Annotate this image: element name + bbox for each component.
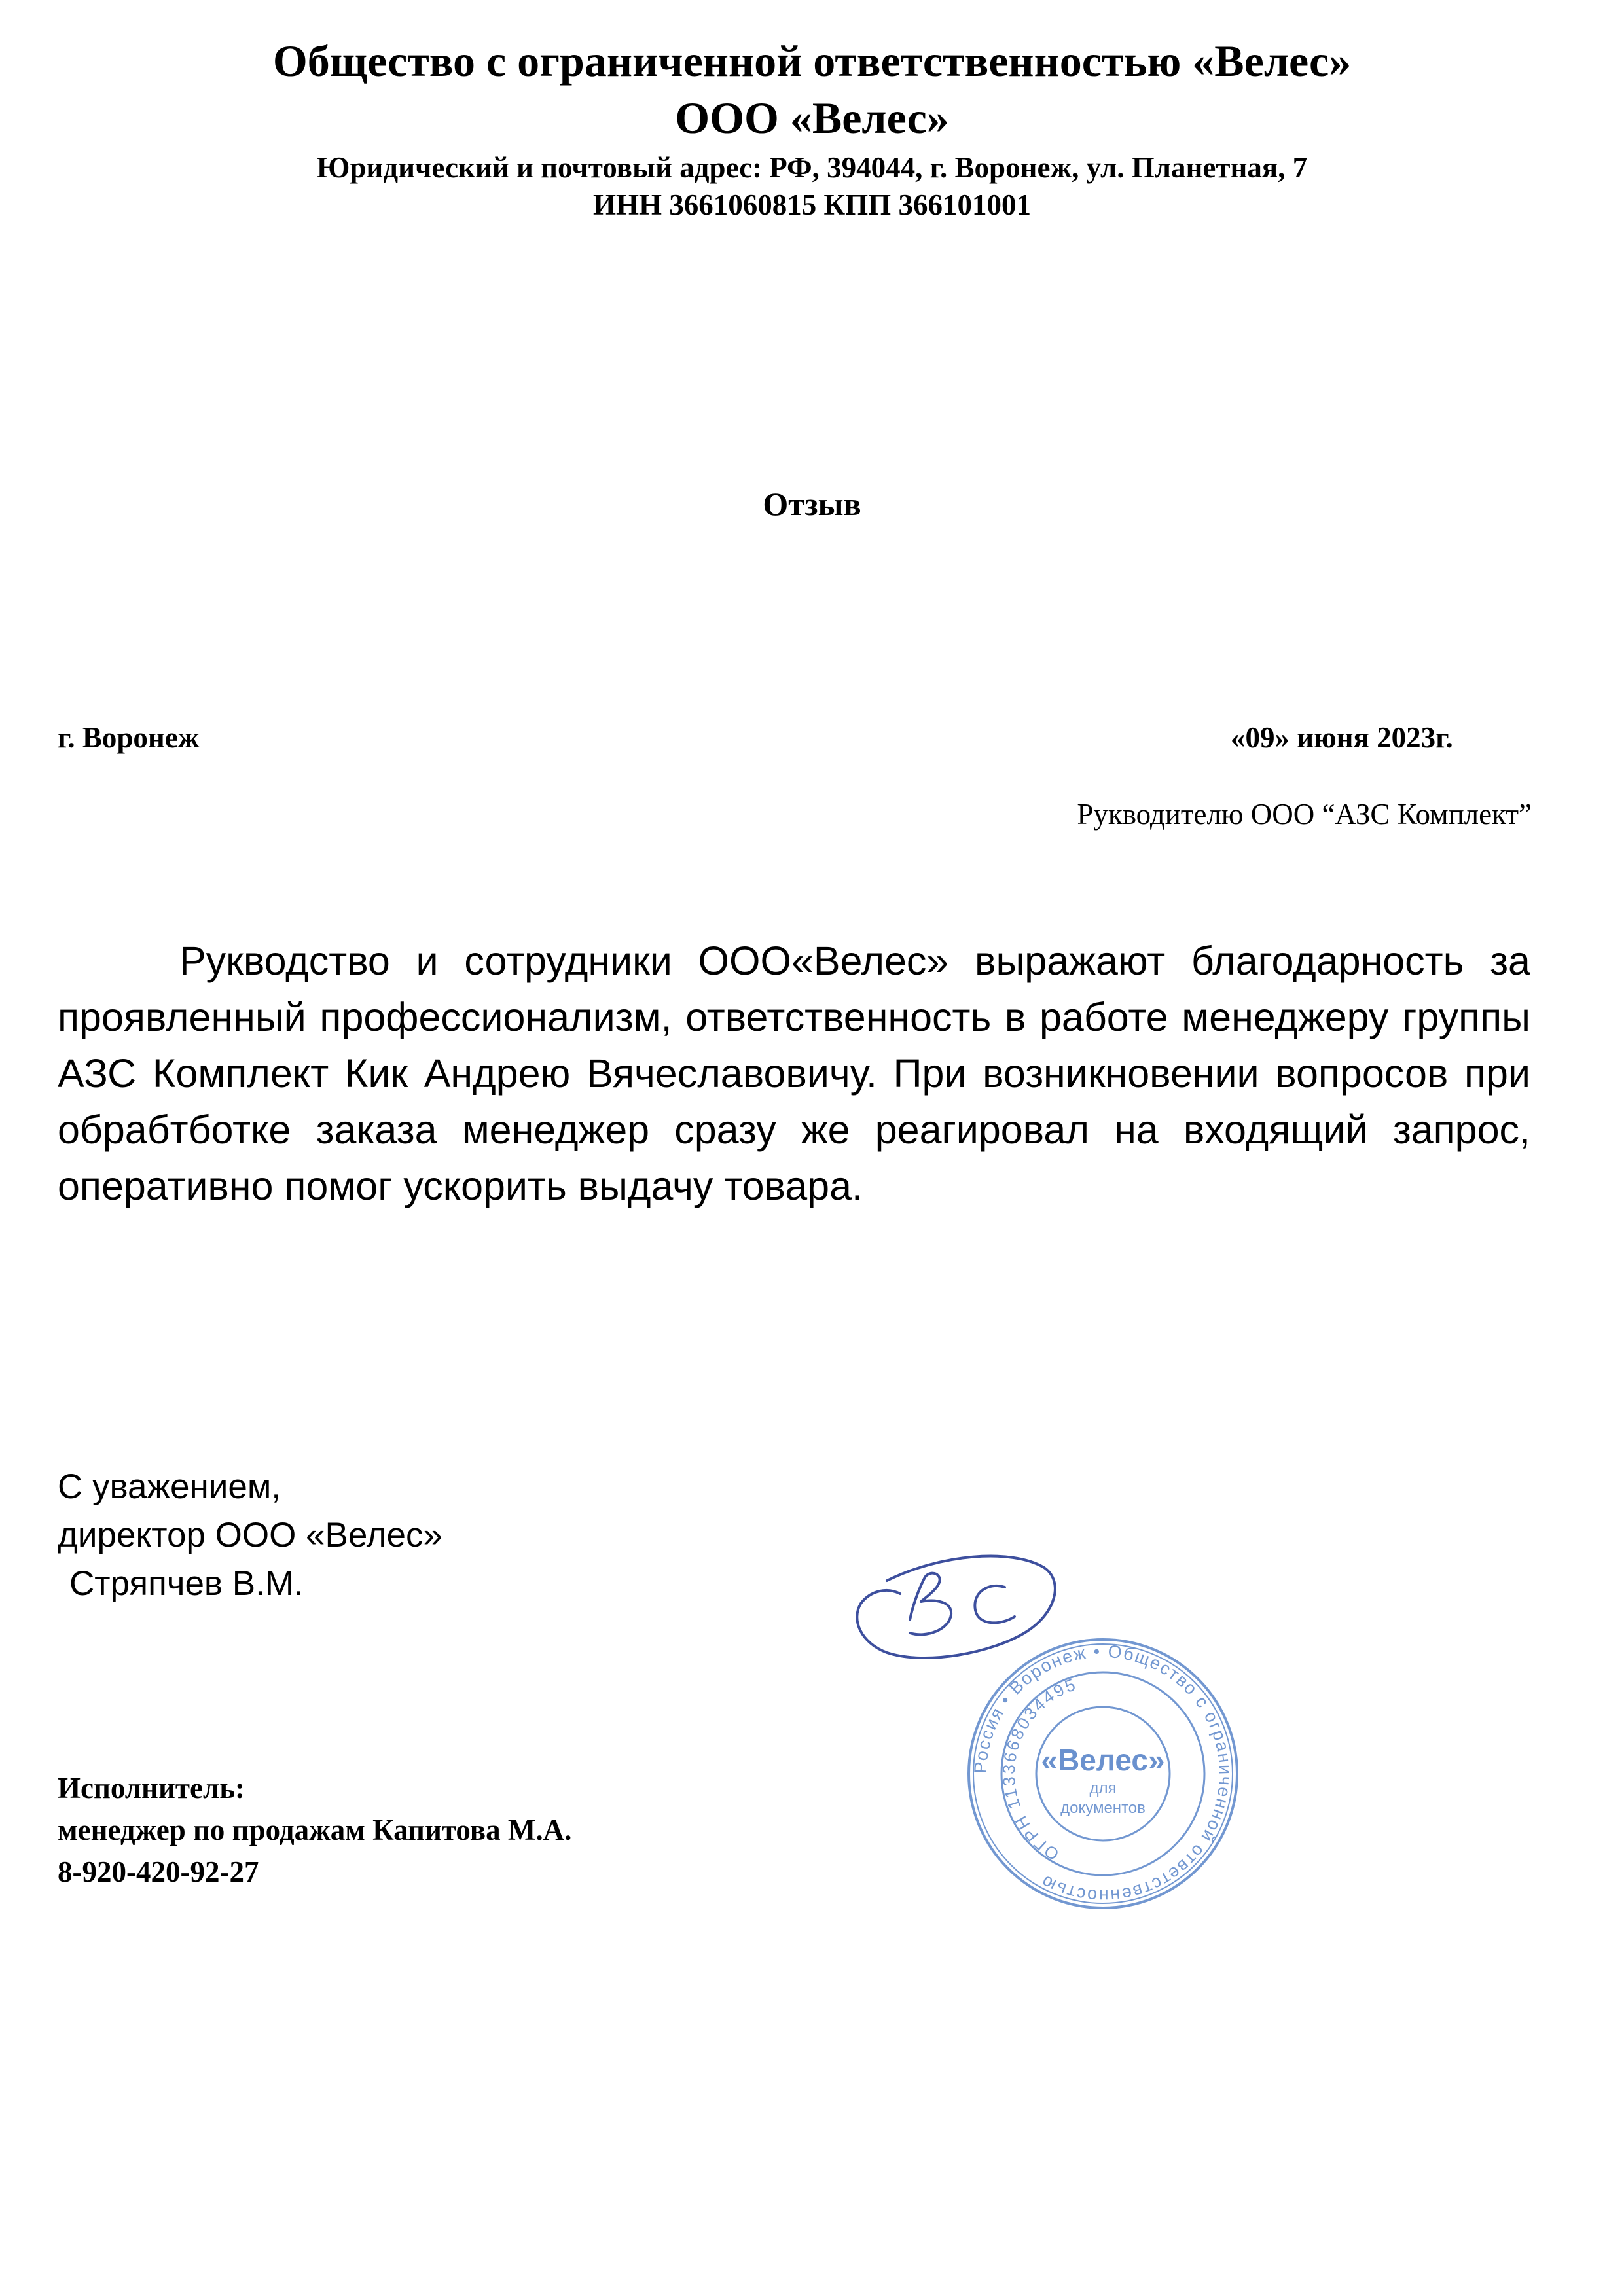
document-city: г. Воронеж	[58, 721, 200, 754]
executor-phone: 8-920-420-92-27	[58, 1856, 259, 1888]
stamp-inner-text: ОГРН 1133668034495	[998, 1674, 1080, 1865]
closing-regards: С уважением,	[58, 1467, 281, 1506]
stamp-outer-text: Россия • Воронеж • Общество с ограниченной ответственностью	[970, 1641, 1236, 1907]
handwritten-signature	[848, 1541, 1064, 1712]
org-full-name: Общество с ограниченной ответственностью «Велес»	[272, 36, 1352, 86]
stamp-center-sub-1: для	[1089, 1780, 1117, 1797]
stamp-center-sub-2: документов	[1060, 1799, 1146, 1817]
executor-role-name: менеджер по продажам Капитова М.А.	[58, 1814, 572, 1846]
org-address: Юридический и почтовый адрес: РФ, 394044, г. Воронеж, ул. Планетная, 7	[316, 151, 1308, 184]
org-short-name: ООО «Велес»	[675, 93, 949, 143]
executor-block	[58, 1767, 571, 1893]
document-title: Отзыв	[763, 486, 861, 522]
stamp-center-name: «Велес»	[1041, 1743, 1165, 1777]
document-body: Рукводство и сотрудники ООО«Велес» выражают благодарность за проявленный профессионализм, ответственность в работе менеджеру группы АЗС Комплект Кик Андрею Вячеславовичу. При возникновении вопросов при обрабтботке заказа менеджер сразу же реагировал на входящий запрос, оперативно помог ускорить выдачу товара.	[58, 939, 1530, 1208]
closing-position: директор ООО «Велес»	[58, 1516, 442, 1554]
org-inn-kpp: ИНН 3661060815 КПП 366101001	[593, 188, 1031, 221]
closing-block	[58, 1463, 442, 1608]
document-date: «09» июня 2023г.	[1231, 721, 1453, 754]
executor-label: Исполнитель:	[58, 1772, 245, 1804]
closing-signer: Стряпчев В.М.	[69, 1564, 304, 1603]
document-addressee: Рукводителю ООО “АЗС Комплект”	[1077, 798, 1532, 831]
